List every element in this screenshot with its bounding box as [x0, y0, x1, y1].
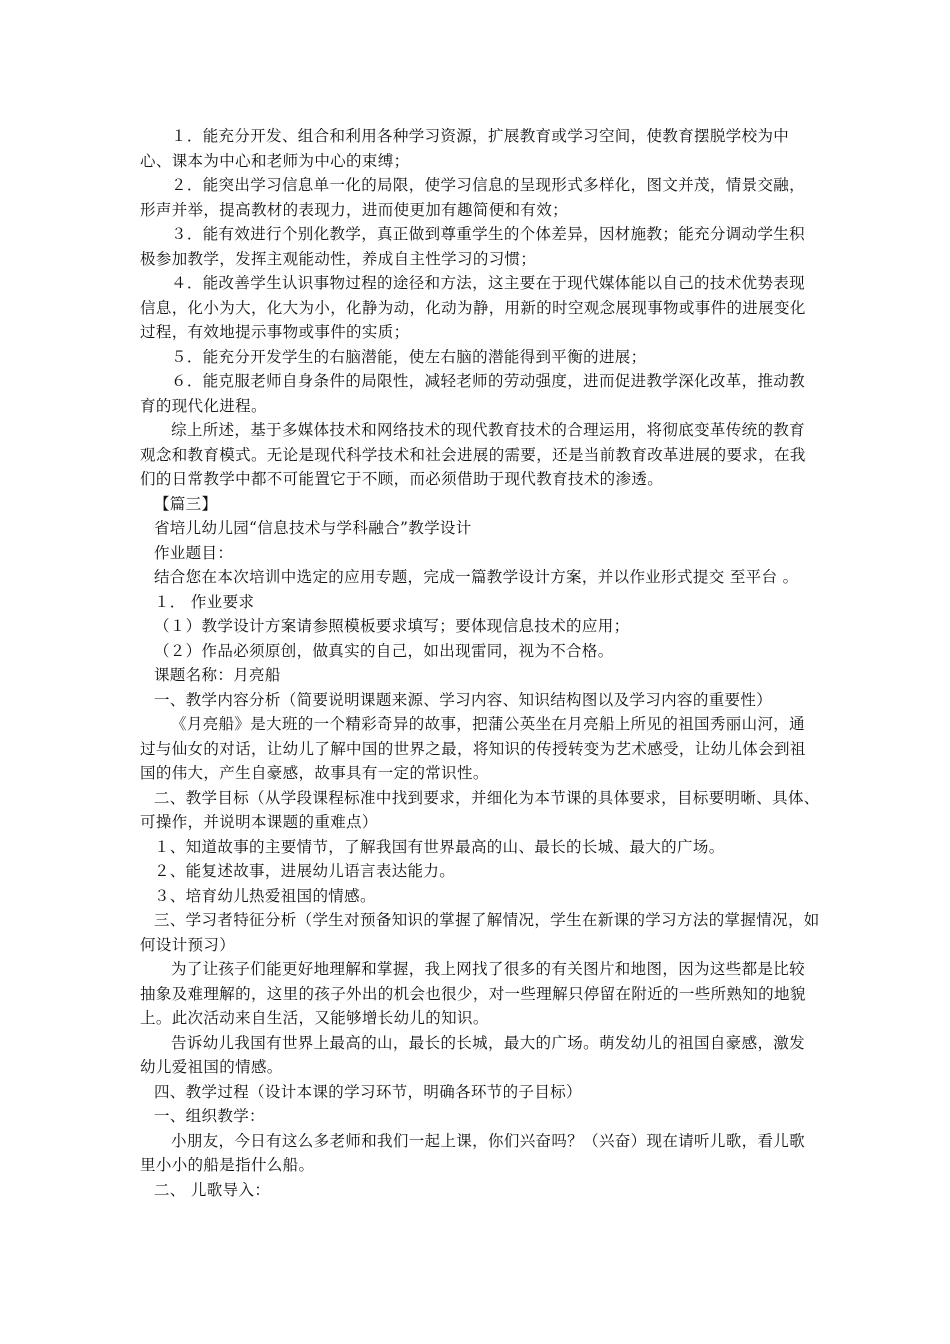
- paragraph-item-5: ５．能充分开发学生的右脑潜能，使左右脑的潜能得到平衡的进展；: [171, 347, 647, 366]
- lesson-title: 课题名称：月亮船: [153, 666, 281, 684]
- paragraph-item-1: １．能充分开发、组合和利用各种学习资源，扩展教育或学习空间，使教育摆脱学校为中心、课本为中心和老师为中心的束缚；: [140, 127, 790, 170]
- requirement-item-1: （１）教学设计方案请参照模板要求填写；要体现信息技术的应用；: [153, 617, 630, 635]
- process-heading: 四、教学过程（设计本课的学习环节，明确各环节的子目标）: [153, 1082, 582, 1101]
- assignment-label: 作业题目：: [153, 543, 234, 562]
- paragraph-item-6: ６．能克服老师自身条件的局限性，减轻老师的劳动强度，进而促进教学深化改革，推动教育的现代化进程。: [140, 372, 806, 415]
- process-step-2-heading: 二、 儿歌导入：: [153, 1180, 271, 1199]
- paragraph-item-4: ４．能改善学生认识事物过程的途径和方法，这主要在于现代媒体能以自己的技术优势表现信息，化小为大，化大为小，化静为动，化动为静，用新的时空观念展现事物或事件的进展变化过程，有效地提示事物或事件的实质；: [140, 274, 806, 341]
- content-analysis-text: 《月亮船》是大班的一个精彩奇异的故事，把蒲公英坐在月亮船上所见的祖国秀丽山河，通过与仙女的对话，让幼儿了解中国的世界之最，将知识的传授转变为艺术感受，让幼儿体会到祖国的伟大，产生自豪感，故事具有一定的常识性。: [140, 715, 806, 782]
- learner-analysis-heading: 三、学习者特征分析（学生对预备知识的掌握了解情况，学生在新课的学习方法的掌握情况，如何设计预习）: [140, 911, 820, 954]
- document-title: 省培儿幼儿园“信息技术与学科融合”教学设计: [153, 519, 472, 537]
- document-body: [140, 124, 820, 1202]
- objective-item-3: ３、培育幼儿热爱祖国的情感。: [153, 886, 376, 905]
- section-heading: 【篇三】: [153, 494, 218, 513]
- learner-analysis-text-1: 为了让孩子们能更好地理解和掌握，我上网找了很多的有关图片和地图，因为这些都是比较抽象及难理解的，这里的孩子外出的机会也很少，对一些理解只停留在附近的一些所熟知的地貌上。此次活动来自生活，又能够增长幼儿的知识。: [140, 960, 806, 1027]
- objective-item-1: １、知道故事的主要情节，了解我国有世界最高的山、最长的长城、最大的广场。: [153, 837, 725, 856]
- paragraph-item-3: ３．能有效进行个别化教学，真正做到尊重学生的个体差异，因材施教；能充分调动学生积极参加教学，发挥主观能动性，养成自主性学习的习惯；: [140, 225, 806, 268]
- objective-item-2: ２、能复述故事，进展幼儿语言表达能力。: [153, 862, 456, 880]
- requirements-heading: １． 作业要求: [153, 592, 255, 611]
- summary-paragraph: 综上所述，基于多媒体技术和网络技术的现代教育技术的合理运用，将彻底变革传统的教育观念和教育模式。无论是现代科学技术和社会进展的需要，还是当前教育改革进展的要求，在我们的日常教学中都不可能置它于不顾，而必须借助于现代教育技术的渗透。: [140, 421, 806, 488]
- objectives-heading: 二、教学目标（从学段课程标准中找到要求，并细化为本节课的具体要求，目标要明晰、具体、可操作，并说明本课题的重难点）: [140, 788, 820, 831]
- assignment-text: 结合您在本次培训中选定的应用专题，完成一篇教学设计方案，并以作业形式提交 至平台 。: [153, 568, 799, 586]
- content-analysis-heading: 一、教学内容分析（简要说明课题来源、学习内容、知识结构图以及学习内容的重要性）: [153, 690, 773, 709]
- process-step-1-text: 小朋友，今日有这么多老师和我们一起上课，你们兴奋吗？（兴奋）现在请听儿歌，看儿歌里小小的船是指什么船。: [140, 1131, 806, 1174]
- process-step-1-heading: 一、组织教学：: [153, 1107, 265, 1125]
- requirement-item-2: （２）作品必须原创，做真实的自己，如出现雷同，视为不合格。: [153, 641, 614, 660]
- learner-analysis-text-2: 告诉幼儿我国有世界上最高的山，最长的长城，最大的广场。萌发幼儿的祖国自豪感，激发幼儿爱祖国的情感。: [140, 1033, 806, 1076]
- paragraph-item-2: ２．能突出学习信息单一化的局限，使学习信息的呈现形式多样化，图文并茂，情景交融，形声并举，提高教材的表现力，进而使更加有趣简便和有效；: [140, 176, 806, 219]
